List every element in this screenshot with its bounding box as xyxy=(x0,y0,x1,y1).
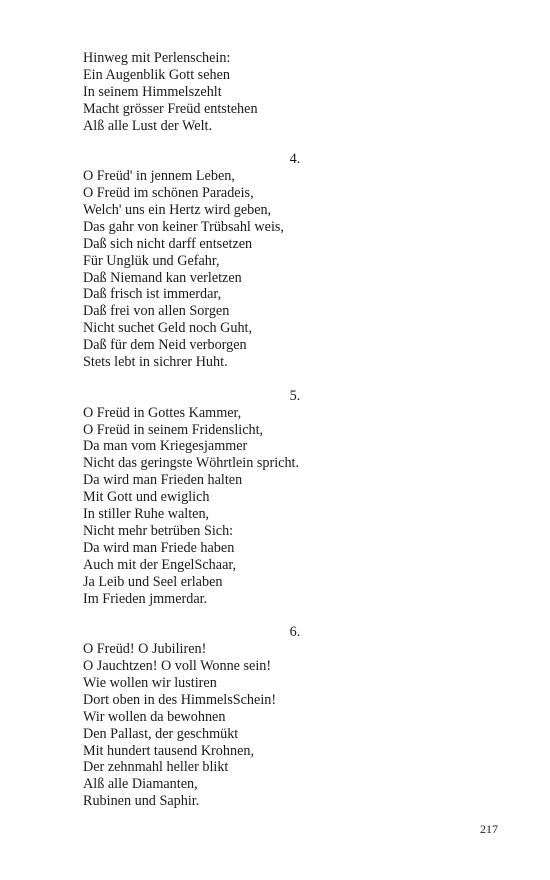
poem-line: In stiller Ruhe walten, xyxy=(83,506,210,523)
poem-text xyxy=(83,50,503,827)
poem-line: Da man vom Kriegesjammer xyxy=(83,438,248,455)
poem-line: Macht grösser Freüd entstehen xyxy=(83,100,258,117)
poem-line: Daß frei von allen Sorgen xyxy=(83,303,230,320)
poem-line: Welch' uns ein Hertz wird geben, xyxy=(83,202,272,219)
poem-line: Da wird man Friede haben xyxy=(83,539,235,556)
poem-line: O Jauchtzen! O voll Wonne sein! xyxy=(83,658,272,675)
poem-line: Den Pallast, der geschmükt xyxy=(83,725,239,742)
poem-line: Alß alle Diamanten, xyxy=(83,776,198,793)
stanza-number: 5. xyxy=(289,387,301,404)
poem-line: Stets lebt in sichrer Huht. xyxy=(83,354,228,371)
poem-line: O Freüd in seinem Fridenslicht, xyxy=(83,421,264,438)
poem-line: Nicht suchet Geld noch Guht, xyxy=(83,320,253,337)
poem-line: Nicht mehr betrüben Sich: xyxy=(83,522,234,539)
page-number: 217 xyxy=(480,822,498,836)
poem-line: In seinem Himmelszehlt xyxy=(83,83,222,100)
poem-line: Daß Niemand kan verletzen xyxy=(83,269,242,286)
stanza-number: 6. xyxy=(289,624,301,641)
poem-line: Daß sich nicht darff entsetzen xyxy=(83,235,253,252)
stanza-6 xyxy=(83,624,503,810)
poem-line: Nicht das geringste Wöhrtlein spricht. xyxy=(83,455,300,472)
poem-line: Der zehnmahl heller blikt xyxy=(83,759,229,776)
stanza-continuation xyxy=(83,50,503,134)
poem-line: Da wird man Frieden halten xyxy=(83,472,243,489)
stanza-number: 4. xyxy=(289,151,301,168)
poem-line: Alß alle Lust der Welt. xyxy=(83,117,213,134)
poem-line: Mit Gott und ewiglich xyxy=(83,489,210,506)
poem-line: Rubinen und Saphir. xyxy=(83,793,200,810)
poem-line: Ein Augenblik Gott sehen xyxy=(83,66,230,83)
poem-line: Im Frieden jmmerdar. xyxy=(83,590,208,607)
poem-line: Wir wollen da bewohnen xyxy=(83,708,226,725)
stanza-4 xyxy=(83,151,503,371)
poem-line: Mit hundert tausend Krohnen, xyxy=(83,742,255,759)
poem-line: Wie wollen wir lustiren xyxy=(83,674,217,691)
poem-line: Für Unglük und Gefahr, xyxy=(83,252,220,269)
poem-line: Daß frisch ist immerdar, xyxy=(83,286,222,303)
stanza-5 xyxy=(83,388,503,608)
poem-line: Dort oben in des HimmelsSchein! xyxy=(83,691,277,708)
poem-line: O Freüd im schönen Paradeis, xyxy=(83,185,254,202)
poem-line: Hinweg mit Perlenschein: xyxy=(83,50,231,66)
poem-line: O Freüd in Gottes Kammer, xyxy=(83,404,242,421)
poem-line: O Freüd! O Jubiliren! xyxy=(83,641,207,658)
poem-line: Daß für dem Neid verborgen xyxy=(83,337,247,354)
poem-line: O Freüd' in jennem Leben, xyxy=(83,168,235,185)
poem-line: Ja Leib und Seel erlaben xyxy=(83,573,223,590)
poem-line: Das gahr von keiner Trübsahl weis, xyxy=(83,218,284,235)
poem-line: Auch mit der EngelSchaar, xyxy=(83,556,237,573)
